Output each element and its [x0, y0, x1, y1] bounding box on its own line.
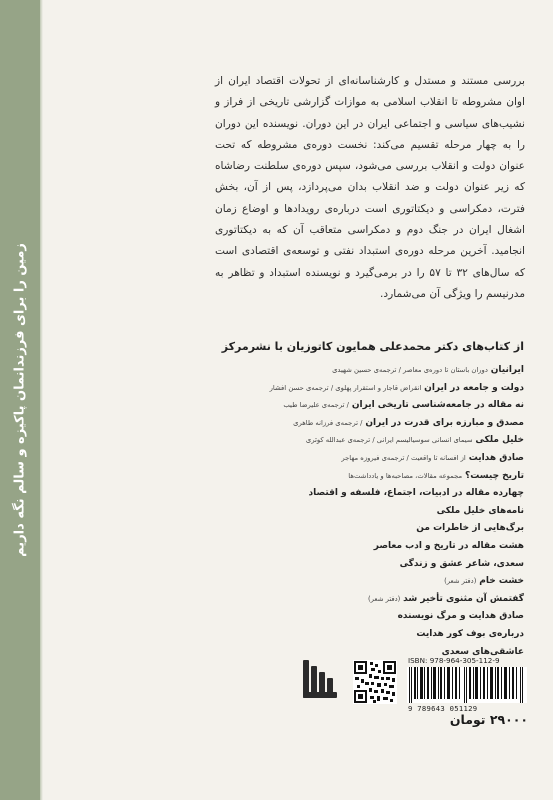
- book-list-item: [284, 432, 524, 450]
- book-list-item: [284, 362, 524, 380]
- book-subtitle: / ترجمه‌ی فرزانه طاهری: [293, 418, 363, 427]
- book-title: درباره‌ی بوف کور هدایت: [416, 628, 524, 639]
- book-list-item: [284, 556, 524, 574]
- book-title: خلیل ملکی: [475, 435, 524, 446]
- book-list-item: [284, 573, 524, 591]
- book-title: ایرانیان: [490, 365, 524, 375]
- price-label: ۲۹۰۰۰ تومان: [449, 712, 528, 727]
- book-title: گفتمش آن مثنوی تأخیر شد: [403, 593, 524, 604]
- book-title: تاریخ چیست؟: [464, 470, 524, 481]
- book-list-item: [284, 591, 524, 609]
- barcode-icon: [407, 667, 527, 703]
- book-subtitle: (دفتر شعر): [368, 594, 401, 603]
- book-list: [269, 362, 524, 661]
- book-list-item: [284, 626, 524, 644]
- book-title: صادق هدایت و مرگ نویسنده: [397, 611, 524, 622]
- book-subtitle: / ترجمه‌ی علیرضا طیب: [283, 401, 349, 410]
- book-list-item: [284, 397, 524, 415]
- book-title: نامه‌های خلیل ملکی: [436, 505, 524, 516]
- publisher-logo-icon: [299, 656, 341, 702]
- book-list-item: [284, 520, 524, 538]
- book-title: سعدی، شاعر عشق و زندگی: [399, 558, 524, 569]
- book-title: برگ‌هایی از خاطرات من: [416, 523, 524, 534]
- book-title: نه مقاله در جامعه‌شناسی تاریخی ایران: [351, 400, 524, 411]
- book-subtitle: مجموعه مقالات، مصاحبه‌ها و یادداشت‌ها: [348, 471, 463, 480]
- spine-slogan: زمین را برای فرزندانمان پاکیزه و سالم نگه داریم: [12, 243, 28, 557]
- books-heading: از کتاب‌های دکتر محمدعلی همایون کاتوزیان با نشرمرکز: [221, 340, 524, 353]
- book-title: هشت مقاله در تاریخ و ادب معاصر: [373, 540, 524, 551]
- book-subtitle: دوران باستان تا دوره‌ی معاصر / ترجمه‌ی حسین شهیدی: [332, 366, 488, 374]
- book-title: خشت خام: [479, 576, 524, 587]
- book-list-item: [284, 608, 524, 626]
- book-list-item: [284, 538, 524, 556]
- book-title: چهارده مقاله در ادبیات، اجتماع، فلسفه و اقتصاد: [308, 488, 524, 499]
- book-subtitle: از افسانه تا واقعیت / ترجمه‌ی فیروزه مهاجر: [341, 453, 466, 462]
- book-list-item: [284, 468, 524, 486]
- book-list-item: [269, 380, 524, 398]
- spine-edge: [40, 0, 43, 800]
- barcode-number: 9 789643 051129: [408, 704, 478, 713]
- book-title: صادق هدایت: [468, 452, 524, 463]
- isbn-label: ISBN: 978-964-305-112-9: [408, 656, 500, 665]
- book-list-item: [284, 415, 524, 433]
- book-subtitle: (دفتر شعر): [444, 577, 477, 586]
- book-title: عاشقی‌های سعدی: [441, 646, 524, 657]
- qr-code-icon: [353, 660, 397, 704]
- book-list-item: [284, 450, 524, 468]
- book-subtitle: سیمای انسانی سوسیالیسم ایرانی / ترجمه‌ی عبدالله کوثری: [305, 436, 473, 445]
- book-list-item: [284, 485, 524, 503]
- book-title: مصدق و مبارزه برای قدرت در ایران: [365, 417, 524, 428]
- book-summary: بررسی مستند و مستدل و کارشناسانه‌ای از تحولات اقتصاد ایران از اوان مشروطه تا انقلاب اسلامی به موازات گزارشی تاریخی از فراز و نشیب‌های سیاسی و اجتماعی ایران در این دوران. نویسنده این دوران را به چهار مرحله تقسیم می‌کند: نخست دوره‌ی مشروطه که تحت عنوان دولت و انقلاب بررسی می‌شود، سپس دوره‌ی سلطنت رضاشاه که زیر عنوان دولت و ضد انقلاب بدان می‌پردازد، پس از آن، بخش فترت، دمکراسی و دیکتاتوری است درباره‌ی رویدادها و اوضاع زمان اشغال ایران در جنگ دوم و دمکراسی متعاقب آن که به دیکتاتوری انجامید. آخرین مرحله دوره‌ی استبداد نفتی و توسعه‌ی اقتصادی است که سال‌های ۳۲ تا ۵۷ را در برمی‌گیرد و نویسنده استبداد و تظاهر به مدرنیسم را ویژگی آن می‌شمارد.: [215, 75, 525, 300]
- book-subtitle: انقراض قاجار و استقرار پهلوی / ترجمه‌ی حسن افشار: [269, 383, 422, 392]
- spine-band: [0, 0, 41, 800]
- book-list-item: [284, 503, 524, 521]
- book-title: دولت و جامعه در ایران: [424, 382, 524, 393]
